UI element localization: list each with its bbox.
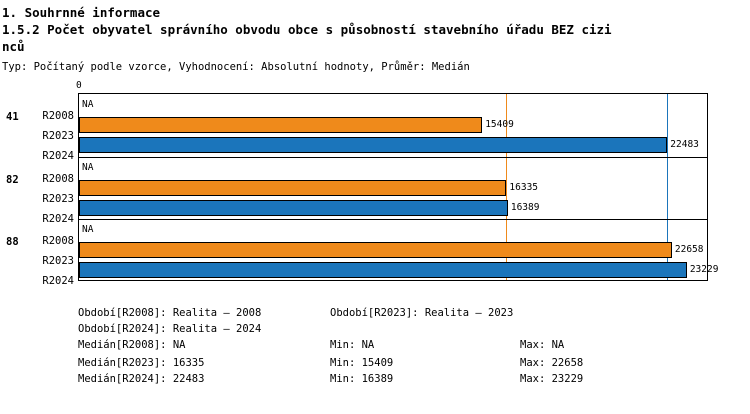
legend-max-2024: Max: 23229: [520, 373, 584, 385]
axis-origin-label: 0: [76, 80, 82, 91]
bar-value-label: 16389: [510, 201, 540, 213]
legend-median-2008: Medián[R2008]: NA: [78, 339, 186, 351]
section-title: 1. Souhrnné informace: [2, 5, 161, 20]
chart-plot-area: [78, 93, 719, 281]
group-code-label: 41: [6, 111, 19, 123]
row-label-R2008: R2008: [42, 235, 74, 248]
bar-value-label: 22658: [674, 244, 704, 256]
legend-min-2024: Min: 16389: [330, 373, 394, 385]
bar-row: [79, 260, 719, 280]
legend-period-2023: Období[R2023]: Realita – 2023: [330, 307, 514, 319]
bar-row: [79, 115, 709, 135]
chart-legend: [0, 305, 750, 387]
row-label-R2023: R2023: [42, 192, 74, 205]
group-code-label: 82: [6, 173, 19, 186]
bar-value-label: 16335: [509, 181, 539, 193]
bar-value-label: 22483: [670, 139, 699, 150]
legend-min-2023: Min: 15409: [330, 357, 394, 369]
group-code-label: 88: [6, 236, 19, 249]
legend-period-2008: Období[R2008]: Realita – 2008: [78, 307, 262, 319]
row-label-R2023: R2023: [42, 255, 74, 268]
chart-y-labels: [0, 93, 78, 288]
legend-max-2008: Max: NA: [520, 339, 565, 351]
bar[interactable]: [79, 137, 667, 153]
legend-median-2023: Medián[R2023]: 16335: [78, 357, 205, 369]
bar[interactable]: [79, 180, 506, 196]
chart-container: [0, 81, 750, 296]
bar-row: [79, 220, 709, 240]
bar-value-na: NA: [82, 224, 94, 236]
row-label-R2008: R2008: [42, 110, 74, 122]
bar-value-na: NA: [82, 99, 94, 110]
bar-row: [79, 158, 709, 178]
page-title-line2: nců: [2, 39, 25, 54]
row-label-R2024: R2024: [42, 212, 74, 225]
legend-period-2024: Období[R2024]: Realita – 2024: [78, 323, 262, 335]
report-header: [0, 0, 750, 75]
bar-row: [79, 178, 709, 198]
bar[interactable]: [79, 262, 687, 278]
bar[interactable]: [79, 200, 508, 216]
legend-median-2024: Medián[R2024]: 22483: [78, 373, 205, 385]
row-label-R2024: R2024: [42, 150, 74, 162]
row-label-R2023: R2023: [42, 130, 74, 142]
legend-max-2023: Max: 22658: [520, 357, 584, 369]
page-title-line1: 1.5.2 Počet obyvatel správního obvodu obce s působností stavebního úřadu BEZ cizi: [2, 22, 612, 37]
chart-subtitle: Typ: Počítaný podle vzorce, Vyhodnocení: Absolutní hodnoty, Průměr: Medián: [2, 61, 470, 73]
bar[interactable]: [79, 242, 672, 258]
bar-row: [79, 95, 709, 115]
legend-min-2008: Min: NA: [330, 339, 375, 351]
bar-value-label: 23229: [689, 264, 719, 276]
bar-row: [79, 240, 709, 260]
bar-row: [79, 135, 709, 155]
row-label-R2024: R2024: [42, 275, 74, 288]
bar[interactable]: [79, 117, 482, 133]
bar-value-label: 15409: [485, 119, 514, 130]
bar-row: [79, 198, 709, 218]
row-label-R2008: R2008: [42, 172, 74, 185]
bar-value-na: NA: [82, 161, 94, 173]
